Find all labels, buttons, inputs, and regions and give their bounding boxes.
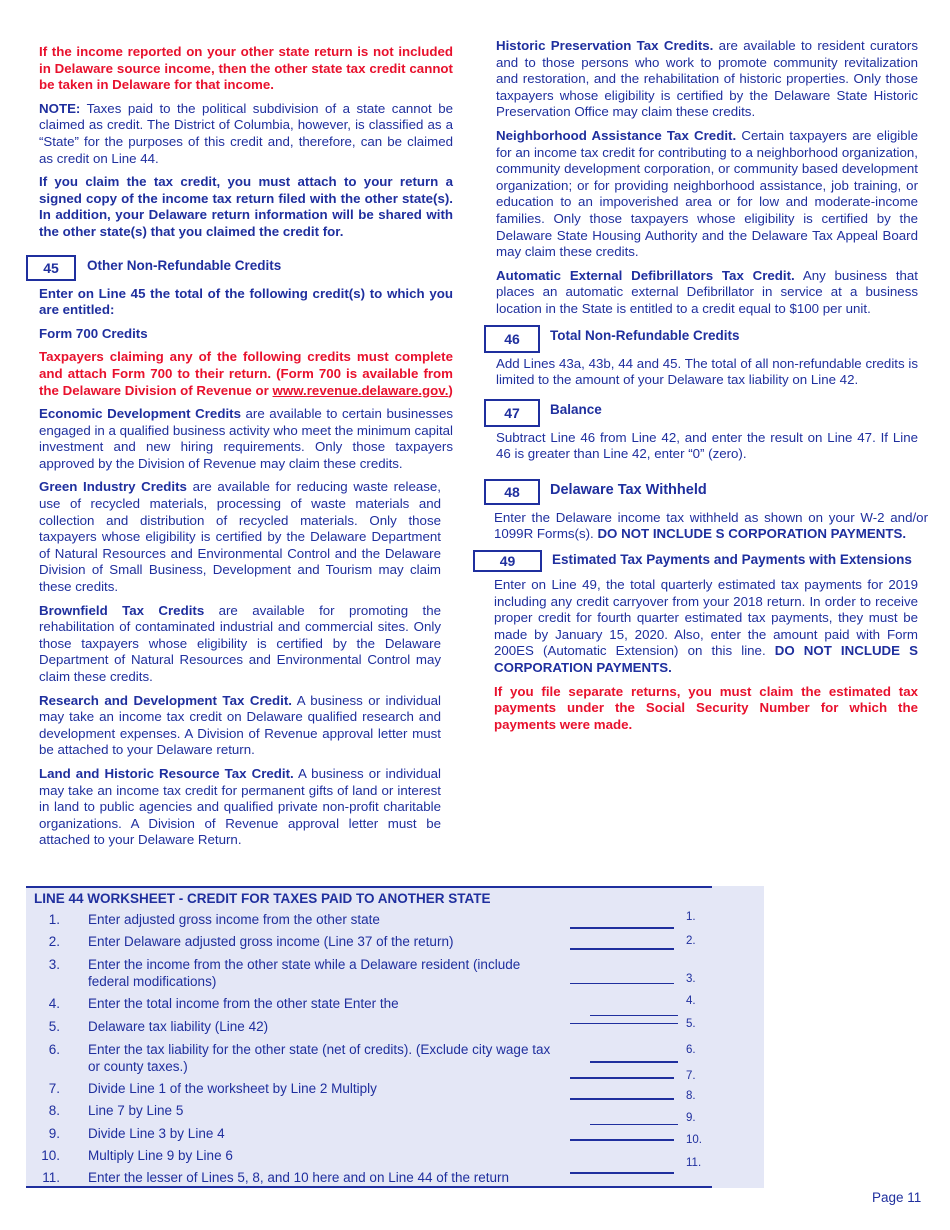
line-48-number-box: 48 xyxy=(484,479,540,505)
entry-line-5[interactable] xyxy=(570,1023,678,1024)
row-number: 3. xyxy=(48,957,60,972)
line-48-bold: DO NOT INCLUDE S CORPORATION PAYMENTS. xyxy=(597,526,907,542)
row-number: 6. xyxy=(48,1042,60,1057)
row-text: Divide Line 1 of the worksheet by Line 2 Multiply xyxy=(88,1081,377,1096)
worksheet-top-rule xyxy=(26,886,712,888)
credit-text: are available to certain businesses engaged in a qualified business activity who meet the minimum capital investment and new hiring requirements. Only those taxpayers approved by the Division of Revenue may claim these credits. xyxy=(39,406,453,471)
line-48-body: Enter the Delaware income tax withheld as shown on your W-2 and/or 1099R Forms(s). xyxy=(494,509,928,542)
line-46-header xyxy=(484,325,918,351)
row-text: Enter the total income from the other state Enter the xyxy=(88,996,399,1011)
entry-line-11[interactable] xyxy=(570,1172,674,1174)
row-number: 8. xyxy=(48,1103,60,1118)
row-text: Enter adjusted gross income from the other state xyxy=(88,912,380,927)
row-text: Line 7 by Line 5 xyxy=(88,1103,184,1118)
line-label-2: 2. xyxy=(686,935,696,947)
form-700-heading: Form 700 Credits xyxy=(39,325,148,341)
row-number: 1. xyxy=(48,912,60,927)
credit-name: Automatic External Defibrillators Tax Credit. xyxy=(496,267,795,283)
entry-line-7[interactable] xyxy=(570,1077,674,1079)
credit-historic-preservation xyxy=(496,38,918,121)
line-49-header xyxy=(473,550,918,572)
row-text: Enter Delaware adjusted gross income (Line 37 of the return) xyxy=(88,934,454,949)
right-column xyxy=(494,38,928,740)
line-48-header xyxy=(484,479,918,505)
entry-line-9[interactable] xyxy=(590,1124,678,1125)
credit-text: A business or individual may take an income tax credit on Delaware qualified research and development expenses. A Division of Revenue approval letter must be attached to your Delaware return. xyxy=(39,692,441,758)
row-number: 4. xyxy=(48,996,60,1011)
credit-name: Historic Preservation Tax Credits. xyxy=(496,38,714,53)
line-49-bold: DO NOT INCLUDE S CORPORATION PAYMENTS. xyxy=(494,643,918,676)
note-paragraph xyxy=(39,101,453,167)
line-46-text: Add Lines 43a, 43b, 44 and 45. The total of all non-refundable credits is limited to the amount of your Delaware tax liability on Line 42. xyxy=(496,355,918,388)
line-label-7: 7. xyxy=(686,1070,696,1082)
other-state-income-warning: If the income reported on your other state return is not included in Delaware source income, then the other state tax credit cannot be taken in Delaware for that income. xyxy=(39,44,453,93)
line-49-body: Enter on Line 49, the total quarterly estimated tax payments for 2019 including any credit carryover from your 2018 return. In order to receive proper credit for fourth quarter estimated tax payments, they must be made by January 15, 2020. Also, enter the amount paid with Form 200ES (Automatic Extension) on this line. xyxy=(494,577,918,659)
line-47-title: Balance xyxy=(550,401,602,417)
row-number: 2. xyxy=(48,934,60,949)
form-700-warning xyxy=(39,349,453,399)
line-47-text: Subtract Line 46 from Line 42, and enter the result on Line 47. If Line 46 is greater than Line 42, enter “0” (zero). xyxy=(496,429,918,462)
line-label-3: 3. xyxy=(686,973,696,985)
line-47-number-box: 47 xyxy=(484,399,540,427)
row-text: Multiply Line 9 by Line 6 xyxy=(88,1148,233,1163)
credit-text: Certain taxpayers are eligible for an income tax credit for contributing to a neighborhood organization, community development corporation, or community based development organization; or for providing neighborhood assistance, job training, or education to an impoverished area or for low and moderate-income families. Only those taxpayers whose eligibility is certified by the Delaware State Housing Authority and the Delaware Tax Appeal Board may claim these credits. xyxy=(496,127,918,260)
left-column xyxy=(39,44,453,856)
entry-line-1[interactable] xyxy=(570,927,674,929)
entry-line-3[interactable] xyxy=(570,983,674,984)
page-number: Page 11 xyxy=(872,1190,922,1205)
worksheet-bottom-rule xyxy=(26,1186,712,1188)
credit-economic-development xyxy=(39,406,453,472)
credit-brownfield xyxy=(39,603,441,686)
credit-land-historic-resource xyxy=(39,766,441,849)
credit-text: are available for reducing waste release, use of recycled materials, processing of waste materials and collection and distribution of recycled materials. Only those taxpayers whose eligibility is certified by the Delaware Department of Natural Resources and Environmental Control and the Delaware Division of Small Business, Development and Tourism may claim these credits. xyxy=(39,479,441,595)
note-text: Taxes paid to the political subdivision of a state cannot be claimed as credit. The District of Columbia, however, is classified as a “State” for the purposes of this credit and, therefore, can be claimed as credit on Line 44. xyxy=(39,100,453,166)
credit-name: Research and Development Tax Credit. xyxy=(39,692,292,708)
line-label-6: 6. xyxy=(686,1044,696,1056)
row-text: Delaware tax liability (Line 42) xyxy=(88,1019,269,1034)
entry-line-6[interactable] xyxy=(590,1061,678,1063)
line-48-text xyxy=(494,510,928,543)
credit-green-industry xyxy=(39,479,441,595)
row-number: 5. xyxy=(48,1019,60,1034)
entry-line-8[interactable] xyxy=(570,1098,674,1100)
separate-returns-warning: If you file separate returns, you must claim the estimated tax payments under the Social Security Number for which the payments were made. xyxy=(494,683,918,732)
line-label-5: 5. xyxy=(686,1018,696,1030)
line-45-number-box: 45 xyxy=(26,255,76,281)
credit-name: Land and Historic Resource Tax Credit. xyxy=(39,765,294,781)
line-label-1: 1. xyxy=(686,911,696,923)
line-45-instruction: Enter on Line 45 the total of the following credit(s) to which you are entitled: xyxy=(39,285,453,318)
line-label-11: 11. xyxy=(686,1157,702,1169)
line-46-title: Total Non-Refundable Credits xyxy=(550,327,740,343)
row-number: 7. xyxy=(48,1081,60,1096)
row-number: 9. xyxy=(48,1126,60,1141)
row-text: Enter the tax liability for the other state (net of credits). (Exclude city wage tax or county taxes.) xyxy=(88,1042,551,1074)
entry-line-2[interactable] xyxy=(570,948,674,950)
entry-line-4[interactable] xyxy=(590,1015,678,1016)
attach-return-paragraph: If you claim the tax credit, you must attach to your return a signed copy of the income tax return filed with the other state(s). In addition, your Delaware return information will be shared with the other state(s) that you claimed the credit for. xyxy=(39,174,453,239)
revenue-website-link[interactable]: www.revenue.delaware.gov. xyxy=(272,382,449,398)
row-text: Divide Line 3 by Line 4 xyxy=(88,1126,225,1141)
row-text: Enter the income from the other state while a Delaware resident (include federal modifications) xyxy=(88,957,521,989)
line-48-title: Delaware Tax Withheld xyxy=(550,481,707,498)
credit-defibrillators xyxy=(496,268,918,318)
entry-line-10[interactable] xyxy=(570,1139,674,1141)
credit-text: are available for promoting the rehabilitation of contaminated industrial and commercial sites. Only those taxpayers whose eligibility is certified by the Delaware Department of Natural Resources and Environmental Control may claim these credits. xyxy=(39,602,441,684)
credit-text: Any business that places an automatic external Defibrillator in service at a business location in the State is entitled to a credit equal to $100 per unit. xyxy=(496,267,918,316)
line-49-text xyxy=(494,577,918,677)
line-45-header xyxy=(26,255,453,281)
line-46-number-box: 46 xyxy=(484,325,540,353)
line-label-4: 4. xyxy=(686,995,696,1007)
row-text: Enter the lesser of Lines 5, 8, and 10 here and on Line 44 of the return xyxy=(88,1170,510,1185)
row-number: 11. xyxy=(42,1170,60,1185)
credit-name: Green Industry Credits xyxy=(39,479,187,495)
line-44-worksheet xyxy=(26,886,764,1188)
form-700-close-paren: ) xyxy=(448,382,453,398)
line-label-9: 9. xyxy=(686,1112,696,1124)
credit-name: Neighborhood Assistance Tax Credit. xyxy=(496,127,737,143)
line-45-title: Other Non-Refundable Credits xyxy=(87,257,282,273)
worksheet-title: LINE 44 WORKSHEET - CREDIT FOR TAXES PAID TO ANOTHER STATE xyxy=(34,891,491,906)
line-49-number-box: 49 xyxy=(473,550,542,572)
credit-name: Economic Development Credits xyxy=(39,406,241,422)
credit-research-development xyxy=(39,693,441,759)
line-label-8: 8. xyxy=(686,1090,696,1102)
credit-text: are available to resident curators and to those persons who work to promote community revitalization and restoration, and the rehabilitation of historic properties. Only those taxpayers whose eligibility is certified by the Delaware State Historic Preservation Office may claim these credits. xyxy=(496,38,918,120)
note-label: NOTE: xyxy=(39,100,81,116)
line-49-title: Estimated Tax Payments and Payments with Extensions xyxy=(552,552,912,568)
credit-neighborhood-assistance xyxy=(496,128,918,261)
line-label-10: 10. xyxy=(686,1134,702,1146)
line-47-header xyxy=(484,399,918,425)
credit-text: A business or individual may take an income tax credit for permanent gifts of land or interest in land to public agencies and qualified private non-profit charitable organizations. A Division of Revenue approval letter must be attached to your Delaware Return. xyxy=(39,765,441,848)
row-number: 10. xyxy=(41,1148,60,1163)
form-700-warning-text: Taxpayers claiming any of the following credits must complete and attach Form 700 to their return. (Form 700 is available from the Delaware Division of Revenue or xyxy=(39,349,453,398)
credit-name: Brownfield Tax Credits xyxy=(39,602,205,618)
